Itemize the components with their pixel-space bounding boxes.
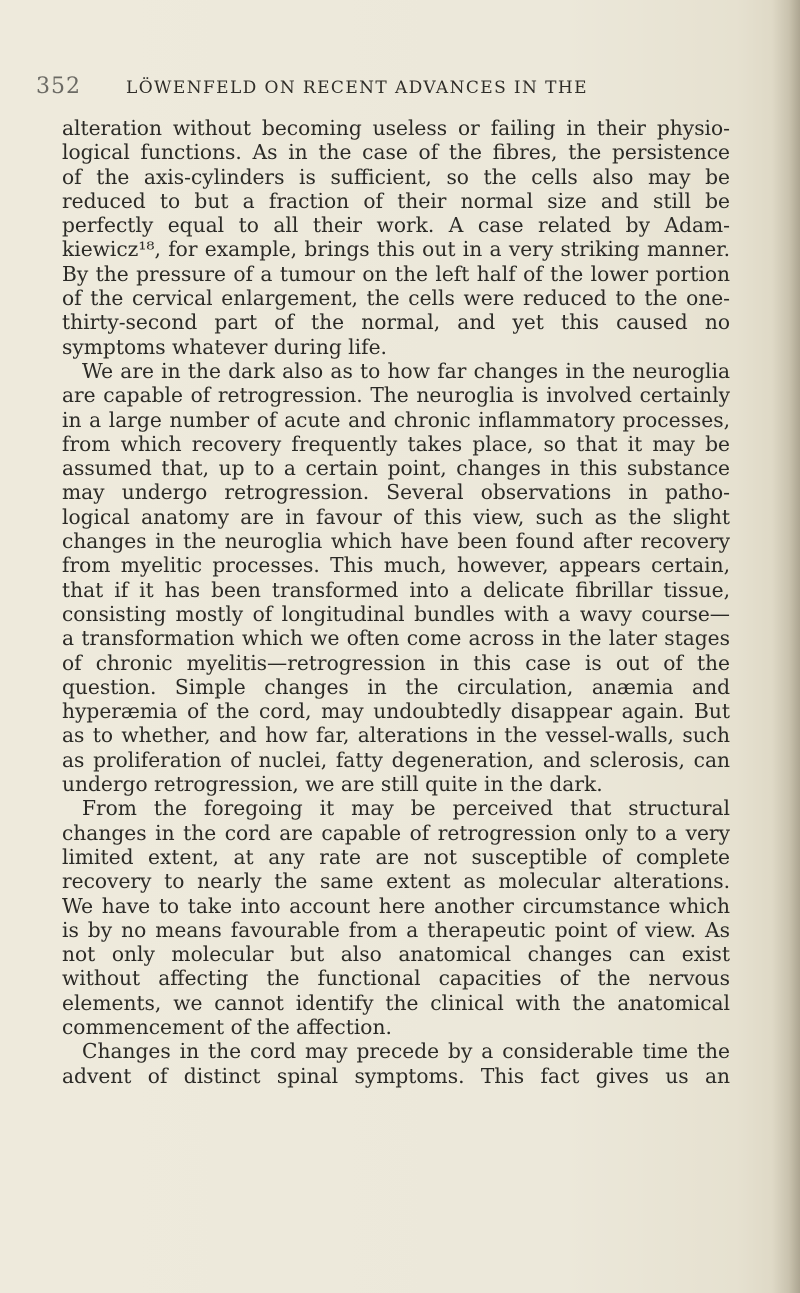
text-line: We have to take into account here another circumstance which [62,893,730,918]
text-line: commencement of the affection. [62,1014,392,1039]
text-line: reduced to but a fraction of their normal size and still be [62,188,730,213]
text-line: may undergo retrogression. Several observations in patho- [62,480,730,505]
text-line: from myelitic processes. This much, however, appears certain, [62,553,730,578]
text-line: a transformation which we often come across in the later stages [62,626,730,651]
text-line: consisting mostly of longitudinal bundles with a wavy course— [62,601,730,626]
text-line: kiewicz¹⁸, for example, brings this out in a very striking manner. [62,237,730,262]
text-line: advent of distinct spinal symptoms. This fact gives us an [62,1063,730,1088]
text-line: symptoms whatever during life. [62,334,387,359]
text-line: without affecting the functional capacities of the nervous [62,966,730,991]
text-line: From the foregoing it may be perceived that structural [82,796,730,821]
text-line: changes in the neuroglia which have been found after recovery [62,529,730,554]
text-line: We are in the dark also as to how far changes in the neuroglia [82,358,730,383]
text-line: By the pressure of a tumour on the left half of the lower portion [62,261,730,286]
text-line: undergo retrogression, we are still quite in the dark. [62,772,603,797]
text-line: perfectly equal to all their work. A case related by Adam- [62,213,730,238]
text-line: assumed that, up to a certain point, changes in this substance [62,456,730,481]
text-line: changes in the cord are capable of retrogression only to a very [62,820,730,845]
text-line: of the axis-cylinders is sufficient, so the cells also may be [62,164,730,189]
text-line: limited extent, at any rate are not susceptible of complete [62,844,730,869]
text-line: alteration without becoming useless or failing in their physio- [62,116,730,140]
body-text [62,116,730,1088]
text-line: from which recovery frequently takes place, so that it may be [62,431,730,456]
text-line: is by no means favourable from a therapeutic point of view. As [62,917,730,942]
text-line: of chronic myelitis—retrogression in this case is out of the [62,650,730,675]
page-number: 352 [36,74,81,99]
text-line: that if it has been transformed into a delicate fibrillar tissue, [62,577,730,602]
text-line: logical functions. As in the case of the fibres, the persistence [62,140,730,165]
text-line: as proliferation of nuclei, fatty degeneration, and sclerosis, can [62,747,730,772]
text-line: in a large number of acute and chronic inflammatory processes, [62,407,730,432]
text-line: recovery to nearly the same extent as molecular alterations. [62,869,730,894]
running-title: LÖWENFELD ON RECENT ADVANCES IN THE [126,78,588,98]
text-line: thirty-second part of the normal, and yet this caused no [62,310,730,335]
text-line: are capable of retrogression. The neuroglia is involved certainly [62,383,730,408]
text-line: logical anatomy are in favour of this view, such as the slight [62,504,730,529]
text-line: Changes in the cord may precede by a considerable time the [82,1039,730,1064]
text-line: as to whether, and how far, alterations in the vessel-walls, such [62,723,730,748]
page-edge-shadow [772,0,800,1293]
text-line: elements, we cannot identify the clinical with the anatomical [62,990,730,1015]
text-line: question. Simple changes in the circulation, anæmia and [62,674,730,699]
text-line: hyperæmia of the cord, may undoubtedly disappear again. But [62,699,730,724]
text-line: of the cervical enlargement, the cells were reduced to the one- [62,286,730,311]
running-head [36,74,736,104]
text-line: not only molecular but also anatomical changes can exist [62,942,730,967]
